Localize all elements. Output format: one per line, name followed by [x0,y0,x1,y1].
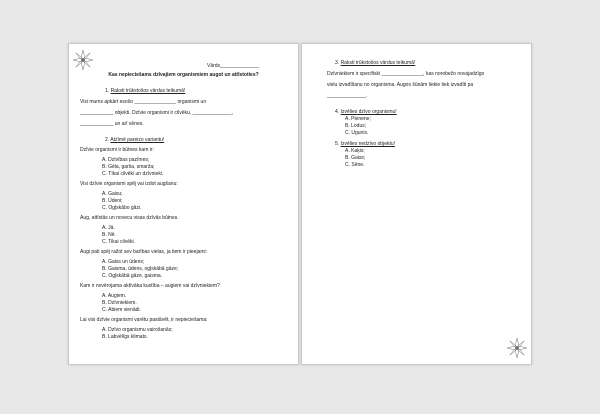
section-number: 2. [105,137,110,143]
question: Augi pati spēj ražot sev barības vielas, ja tiem ir pieejami: [80,249,208,255]
answer-option: B. Ūdeni; [102,198,123,204]
section-4-heading [335,109,397,115]
question: Visi dzīvie organismi spēj vai izdot augšanu: [80,181,178,187]
worksheet-title: Kas nepieciešams dzīvajiem organismiem augot un attīstoties? [108,72,259,78]
answer-option: B. Lodus; [345,123,367,129]
section-title: Atzīmē pareizo variantu! [110,137,165,143]
section-3-heading [335,60,415,66]
section-1-heading [105,88,185,94]
fill-text-line: ____________ objekti. Dzīvie organismi ir cilvēku, ______________, [80,110,233,116]
answer-option: A. Jā. [102,225,115,231]
section-2-heading [105,137,164,143]
answer-option: A. Pienene; [345,116,371,122]
answer-option: B. Labvēlīgs klimats. [102,334,148,340]
section-5-heading [335,141,395,147]
answer-option: A. Gaisu; [102,191,123,197]
section-number: 3. [335,60,340,66]
answer-option: B. Dzīvniekiem. [102,300,137,306]
answer-option: C. Ogļskābā gāze, gaisma. [102,273,163,279]
answer-option: B. Gēla, garša, smarža; [102,164,155,170]
answer-option: C. Tikai cilvēki. [102,239,136,245]
section-number: 5. [335,141,340,147]
section-title: Izvēlies dzīvo organismu! [340,109,397,115]
answer-option: A. Gaiss un ūdens; [102,259,145,265]
answer-option: C. Tīkai cilvēki un dzīvnieki. [102,171,164,177]
answer-option: B. Gaisma, ūdens, ogļskābā gāze; [102,266,179,272]
question: Aug, attīstās un novecu visas dzīvās būtnes. [80,215,179,221]
name-field-line: Vārds______________ [207,63,259,69]
question: Dzīvie organismi ir būtnes kam ir: [80,147,154,153]
fill-text-line: vielu izvadīšanu no organisma. Augos šūnām liekie tiek izvadīti pa [327,82,474,88]
flower-ornament-icon [72,49,94,71]
fill-text-line: Visi mums apkārt esošo _______________ organismi un [80,99,207,105]
answer-option: B. Gaiss; [345,155,366,161]
answer-option: B. Nē. [102,232,116,238]
fill-text-line: ____________ un arī sēnes. [80,121,144,127]
section-number: 1. [105,88,110,94]
question: Lai visi dzīvie organismi varētu pastāvēt, ir nepieciešama: [80,317,208,323]
question: Kam ir novērojama aktīvāka kustība – augiem vai dzīvniekiem? [80,283,220,289]
section-title: Raksti trūkstošos vārdus teikumā! [110,88,186,94]
answer-option: C. Ugunis. [345,130,369,136]
worksheet-page-2 [301,43,532,365]
section-number: 4. [335,109,340,115]
fill-text-line: ______________. [327,93,368,99]
section-title: Izvēlies nedzīvo objektu! [340,141,396,147]
answer-option: C. Ogļskābo gāzi. [102,205,142,211]
answer-option: C. Sēne. [345,162,365,168]
fill-text-line: Dzīvniekiem ir specifiski _______________, kas norobežo novajadzīgo [327,71,485,77]
answer-option: A. Dzīvības pazīmes; [102,157,150,163]
answer-option: A. Kaķis; [345,148,365,154]
flower-ornament-icon [506,337,528,359]
worksheet-page-1 [68,43,299,365]
answer-option: A. Augiem. [102,293,127,299]
answer-option: C. Abiem vienādi. [102,307,141,313]
answer-option: A. Dzīvo organismu vairošanās; [102,327,173,333]
section-title: Raksti trūkstošos vārdus teikumā! [340,60,416,66]
